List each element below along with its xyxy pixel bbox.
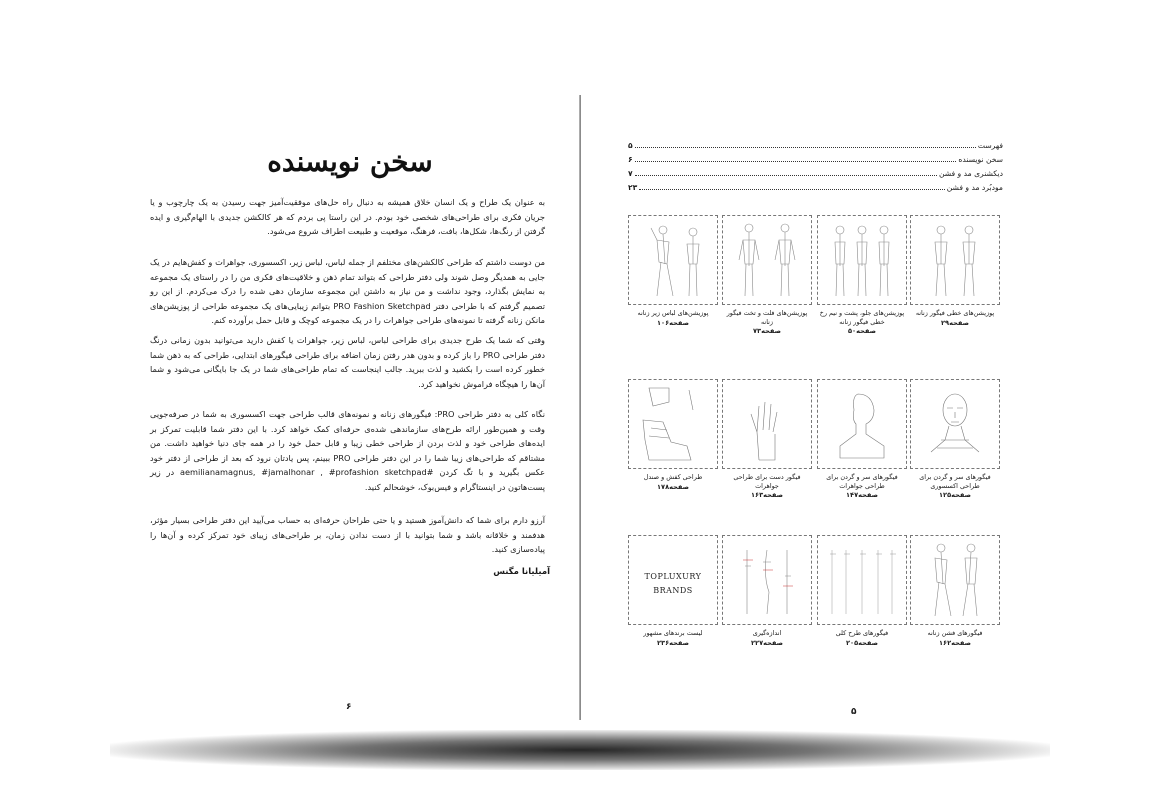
figure-frame	[817, 215, 907, 305]
toc-dots	[635, 147, 976, 148]
croquis-sketch	[818, 216, 906, 304]
figure-frame	[910, 535, 1000, 625]
right-page	[620, 95, 1020, 725]
figure-caption: فیگورهای سر و گردن برای طراحی اکسسوری	[919, 473, 991, 490]
brand-line-1: TOPLUXURY	[644, 572, 702, 581]
head-sketch	[818, 380, 906, 468]
page-number-right: ۵	[851, 707, 857, 717]
toc-title: دیکشنری مد و فشن	[938, 169, 1003, 178]
figure-frame	[722, 535, 812, 625]
figure-caption: لیست برندهای مشهور	[643, 629, 703, 637]
figure-caption: فیگورهای فشن زنانه	[927, 629, 983, 637]
toc-page: ۶	[628, 155, 633, 164]
toc-page: ۷	[628, 169, 633, 178]
figure-caption: پوزیشن‌های جلو، پشت و نیم رخ خطی فیگور زنانه	[819, 309, 905, 326]
page-title: سخن نویسنده	[267, 145, 433, 178]
croquis-sketch	[911, 536, 999, 624]
figure-caption: پوزیشن‌های خطی فیگور زنانه	[915, 309, 995, 317]
figure-page: صفحه۱۰۶	[657, 318, 689, 327]
toc-page: ۲۳	[628, 183, 638, 192]
figure-page: صفحه۱۲۵	[939, 491, 971, 499]
figure-caption: اندازه‌گیری	[752, 629, 782, 637]
figure-page: صفحه۱۴۷	[846, 491, 878, 499]
figure-page: صفحه۱۶۳	[751, 491, 783, 499]
figure-caption: فیگورهای سر و گردن برای طراحی جواهرات	[826, 473, 898, 490]
figure-card	[722, 379, 812, 499]
figure-page: صفحه۱۶۲	[939, 638, 971, 647]
figure-frame	[628, 379, 718, 469]
toc-row	[628, 153, 1003, 167]
figure-page: صفحه۷۳	[753, 327, 781, 335]
figure-page: صفحه۵۰	[848, 327, 876, 335]
toc-dots	[635, 175, 937, 176]
croquis-sketch	[723, 216, 811, 304]
toc-row	[628, 181, 1003, 195]
figure-frame	[722, 379, 812, 469]
figure-card	[910, 535, 1000, 647]
toc-title: مودبُرد مد و فشن	[946, 183, 1003, 192]
paragraph-2: من دوست داشتم که طراحی کالکشن‌های مختلفم از جمله لباس، لباس زیر، اکسسوری، جواهرات و کفش‌هایم در یک جایی به همدیگر وصل شوند ولی دفتر طراحی که بتواند تمام ذهن و خلاقیت‌های فکری من را در راستای یک مجموعه به نمایش بگذارد، وجود نداشت و من نیاز به داشتن این مجموعه سازمان دهی شده را درک می‌کردم. از این رو تصمیم گرفتم که با طراحی دفتر PRO Fashion Sketchpad بتوانم زیبایی‌های یک مجموعه طراحی از پوزیشن‌های مانکن زنانه گرفته تا نمونه‌های طراحی جواهرات را در یک مجموعه کوچک و قابل حمل برآورده کنم.	[150, 257, 545, 325]
croquis-sketch	[818, 536, 906, 624]
figure-page: صفحه۲۰۵	[846, 638, 878, 647]
figure-page: صفحه۲۳۶	[657, 638, 689, 647]
figure-page: صفحه۲۹	[941, 318, 969, 327]
page-number-left: ۶	[346, 702, 352, 712]
figure-card	[722, 215, 812, 335]
croquis-sketch	[629, 216, 717, 304]
book-gutter	[579, 95, 581, 720]
figure-card	[910, 379, 1000, 499]
paragraph-4: نگاه کلی به دفتر طراحی PRO: فیگورهای زنانه و نمونه‌های قالب طراحی جهت اکسسوری به شما در صرفه‌جویی وقت و همین‌طور ارائه طرح‌های سازماندهی شده‌ی حرفه‌ای کمک خواهد کرد. با این دفتر شما قابلیت تمرکز بر ایده‌های طراحی خود و لذت بردن از طراحی خطی زیبا و قابل حمل خود را در همه جای دنیا خواهید داشت. من مشتاقم که طراحی‌های زیبا شما را در این دفتر طراحی PRO ببینم، پس یادتان نرود که بعد از طراحی از دفتر خود عکس بگیرید و با تگ کردن #aemilianamagnus, #jamalhonar , #profashion sketchpad در زیر پست‌هاتون در اینستاگرام و فیس‌بوک، خوشحالم کنید.	[150, 409, 546, 492]
figure-frame	[722, 215, 812, 305]
toc-row	[628, 139, 1003, 153]
figure-caption: پوزیشن‌های لباس زیر زنانه	[637, 309, 709, 317]
figure-frame	[817, 379, 907, 469]
paragraph-5: آرزو دارم برای شما که دانش‌آموز هستید و یا حتی طراحان حرفه‌ای به حساب می‌آیید این دفتر طراحی بسیار مؤثر، هدفمند و خلاقانه باشد و شما بتوانید با از دست ندادن زمان، بر طراحی‌های زیبای خود تمرکز کرده و آن‌ها را پیاده‌سازی کنید.	[150, 515, 545, 554]
paragraph-3: وقتی که شما یک طرح جدیدی برای طراحی لباس، لباس زیر، جواهرات یا کفش دارید می‌توانید بدون زمانی درنگ دفتر طراحی PRO را باز کرده و بدون هدر رفتن زمان اضافه برای طراحی فیگورهای ابتدایی، طراحی که به ذهن شما خطور کرده است را بکشید و لذت ببرید. جالب اینجاست که تمام طراحی‌های شما در یک جا بایگانی می‌شود و شما آن‌ها را هیچگاه فراموش نخواهید کرد.	[150, 335, 546, 389]
paragraph-1: به عنوان یک طراح و یک انسان خلاق همیشه به دنبال راه حل‌های موفقیت‌آمیز جهت رسیدن به یک چارچوب و یا جریان فکری برای طراحی‌های شخصی خود بودم. در این راستا پی بردم که هر کالکشن جدیدی با الهام‌گیری و ایده گرفتن از رنگ‌ها، شکل‌ها، بافت، فرهنگ، موقعیت و طبیعت اطراف شروع می‌شود.	[150, 197, 545, 236]
figure-card	[628, 535, 718, 647]
figure-frame	[628, 535, 718, 625]
figure-card	[817, 379, 907, 499]
brand-line-2: BRANDS	[653, 586, 693, 595]
figure-card	[910, 215, 1000, 327]
toc-page: ۵	[628, 141, 633, 150]
toc-title: فهرست	[977, 141, 1003, 150]
left-page	[150, 95, 550, 725]
figure-caption: فیگور دست برای طراحی جواهرات	[733, 473, 801, 490]
head-sketch	[911, 380, 999, 468]
toc-dots	[635, 161, 957, 162]
hand-sketch	[723, 380, 811, 468]
toc-title: سخن نویسنده	[958, 155, 1003, 164]
figure-caption: پوزیشن‌های فلت و تخت فیگور زنانه	[726, 309, 808, 326]
figure-caption: طراحی کفش و صندل	[643, 473, 703, 481]
figure-frame	[628, 215, 718, 305]
measurement-sketch	[723, 536, 811, 624]
figure-card	[628, 379, 718, 491]
figure-page: صفحه۲۲۷	[751, 638, 783, 647]
figure-frame	[910, 215, 1000, 305]
figure-card	[722, 535, 812, 647]
figure-page: صفحه۱۷۸	[657, 482, 689, 491]
toc-row	[628, 167, 1003, 181]
figure-card	[628, 215, 718, 327]
book-shadow	[110, 730, 1050, 770]
toc-dots	[639, 189, 945, 190]
table-of-contents	[628, 139, 1003, 195]
figure-frame	[910, 379, 1000, 469]
brand-box-text	[629, 570, 717, 598]
figure-card	[817, 535, 907, 647]
figure-caption: فیگورهای طرح کلی	[835, 629, 889, 637]
shoe-sketch	[629, 380, 717, 468]
figure-frame	[817, 535, 907, 625]
author-signature: آمیلیانا مگنس	[493, 567, 550, 577]
figure-card	[817, 215, 907, 335]
croquis-sketch	[911, 216, 999, 304]
